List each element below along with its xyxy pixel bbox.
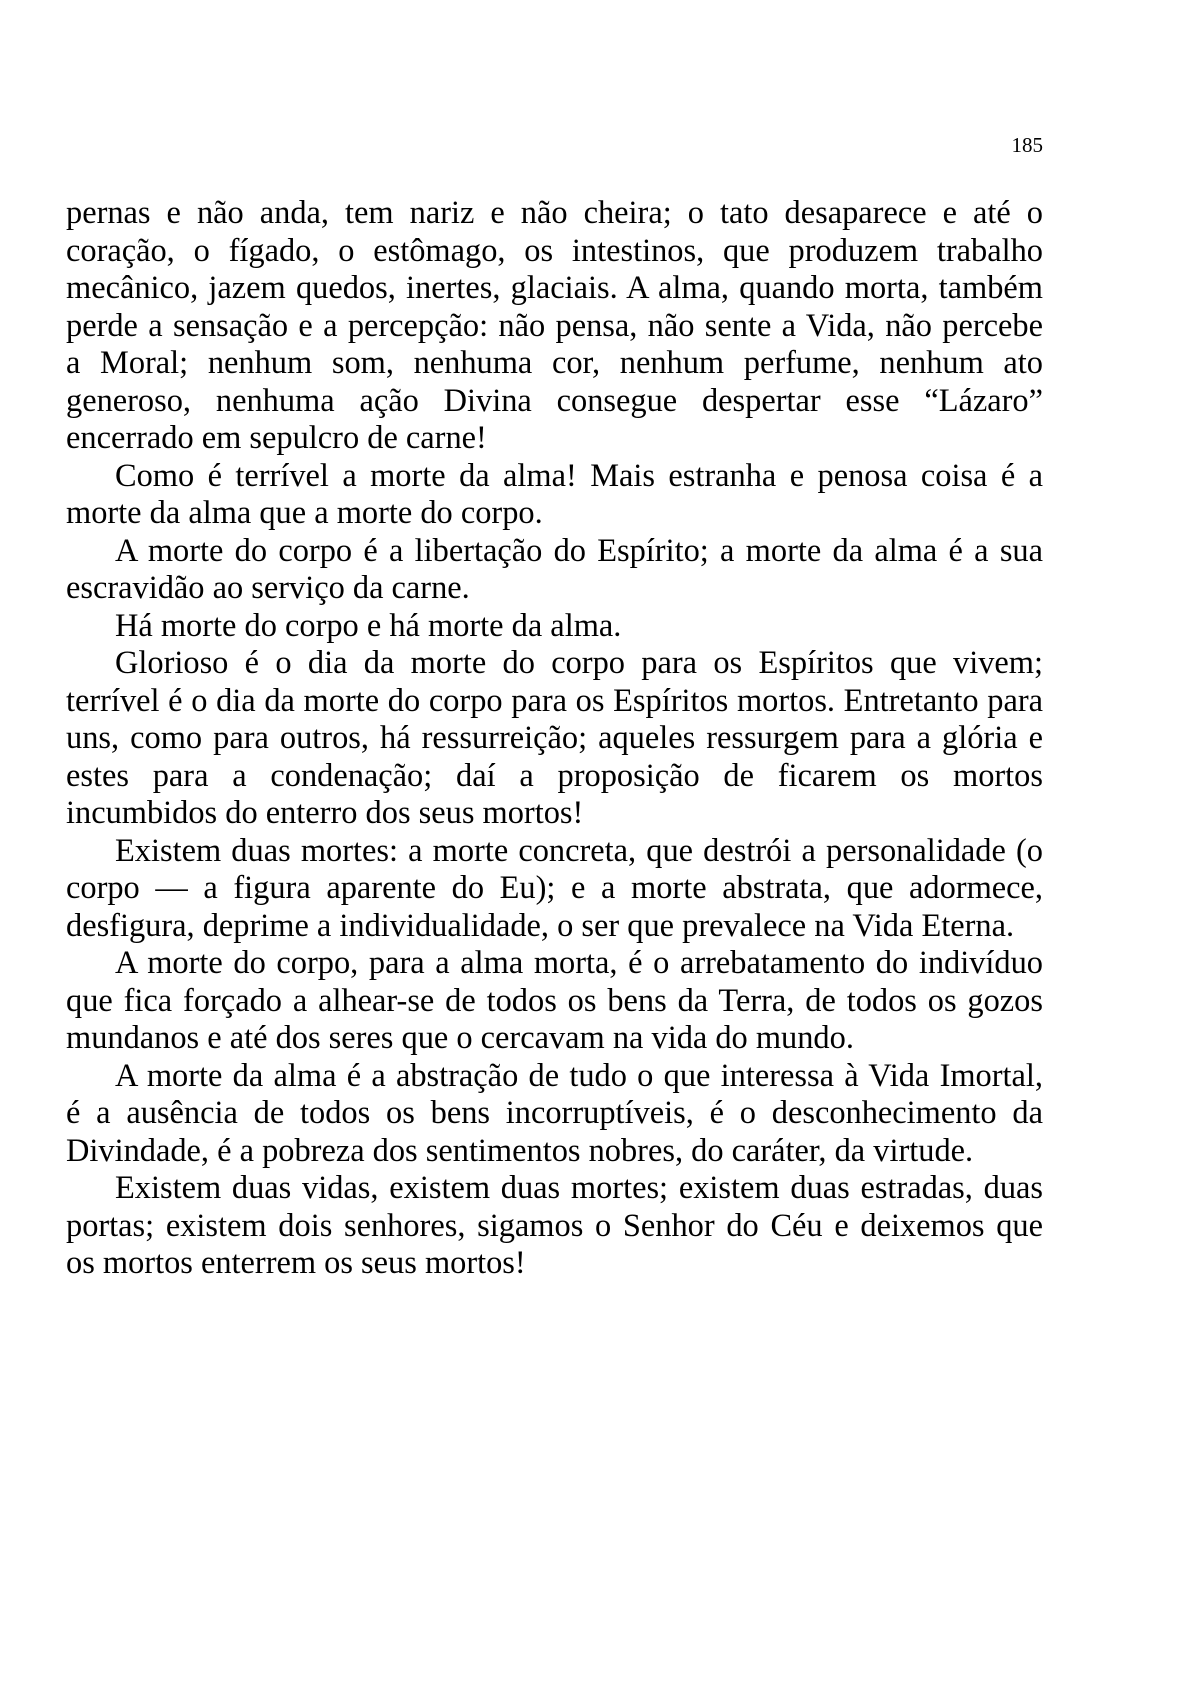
- text-line: a Moral; nenhum som, nenhuma cor, nenhum perfume, nenhum ato: [66, 345, 1043, 381]
- text-line: os mortos enterrem os seus mortos!: [66, 1245, 526, 1281]
- text-line: perde a sensação e a percepção: não pensa, não sente a Vida, não percebe: [66, 307, 1043, 344]
- text-line: mundanos e até dos seres que o cercavam na vida do mundo.: [66, 1020, 854, 1056]
- text-line: corpo — a figura aparente do Eu); e a morte abstrata, que adormece,: [66, 870, 1043, 906]
- text-line: desfigura, deprime a individualidade, o ser que prevalece na Vida Eterna.: [66, 907, 1015, 944]
- paragraph: [66, 645, 1043, 833]
- paragraph: [66, 945, 1043, 1058]
- text-line: portas; existem dois senhores, sigamos o Senhor do Céu e deixemos que: [66, 1207, 1043, 1244]
- text-line: Como é terrível a morte da alma! Mais estranha e penosa coisa é a: [115, 457, 1043, 494]
- text-line: Glorioso é o dia da morte do corpo para os Espíritos que vivem;: [115, 645, 1043, 681]
- text-line: terrível é o dia da morte do corpo para os Espíritos mortos. Entretanto para: [66, 682, 1043, 719]
- text-line: mecânico, jazem quedos, inertes, glaciais. A alma, quando morta, também: [66, 270, 1043, 306]
- text-line: A morte do corpo, para a alma morta, é o arrebatamento do indivíduo: [115, 945, 1043, 981]
- text-line: A morte da alma é a abstração de tudo o que interessa à Vida Imortal,: [115, 1057, 1043, 1094]
- text-line: Divindade, é a pobreza dos sentimentos nobres, do caráter, da virtude.: [66, 1132, 974, 1169]
- text-line: pernas e não anda, tem nariz e não cheira; o tato desaparece e até o: [66, 195, 1043, 231]
- text-line: escravidão ao serviço da carne.: [66, 570, 470, 606]
- text-line: Há morte do corpo e há morte da alma.: [115, 607, 622, 644]
- paragraph: [66, 533, 1043, 608]
- paragraph: [66, 458, 1043, 533]
- text-line: encerrado em sepulcro de carne!: [66, 420, 487, 456]
- text-line: estes para a condenação; daí a proposição de ficarem os mortos: [66, 757, 1043, 794]
- text-line: incumbidos do enterro dos seus mortos!: [66, 795, 584, 831]
- paragraph: [66, 1058, 1043, 1171]
- paragraph: [66, 195, 1043, 458]
- paragraph: [66, 833, 1043, 946]
- text-line: generoso, nenhuma ação Divina consegue despertar esse “Lázaro”: [66, 382, 1043, 419]
- text-line: A morte do corpo é a libertação do Espírito; a morte da alma é a sua: [115, 532, 1043, 569]
- paragraph: [66, 1170, 1043, 1283]
- text-line: uns, como para outros, há ressurreição; aqueles ressurgem para a glória e: [66, 720, 1043, 756]
- text-line: Existem duas vidas, existem duas mortes; existem duas estradas, duas: [115, 1170, 1043, 1206]
- text-line: morte da alma que a morte do corpo.: [66, 495, 543, 531]
- text-line: Existem duas mortes: a morte concreta, que destrói a personalidade (o: [115, 832, 1043, 869]
- text-line: é a ausência de todos os bens incorruptíveis, é o desconhecimento da: [66, 1095, 1043, 1131]
- paragraph: [66, 608, 1043, 646]
- body-text: [66, 195, 1043, 1283]
- page-number: 185: [1011, 133, 1043, 157]
- text-line: que fica forçado a alhear-se de todos os bens da Terra, de todos os gozos: [66, 982, 1043, 1019]
- text-line: coração, o fígado, o estômago, os intestinos, que produzem trabalho: [66, 232, 1043, 269]
